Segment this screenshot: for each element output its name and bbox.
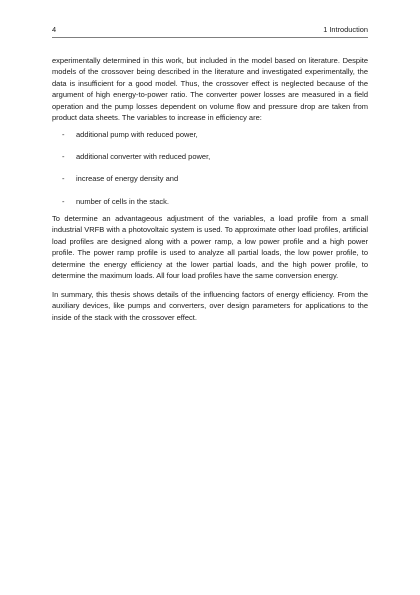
list-item: [52, 173, 368, 184]
list-item: [52, 129, 368, 140]
list-marker: -: [62, 174, 65, 184]
list-item-text: increase of energy density and: [76, 174, 179, 184]
list-item: [52, 151, 368, 162]
page-number: 4: [52, 25, 57, 34]
list-marker: -: [62, 152, 65, 161]
list-marker: -: [62, 129, 65, 139]
list-item-text: number of cells in the stack.: [76, 196, 169, 206]
chapter-title: 1 Introduction: [323, 25, 368, 34]
list-item-text: additional converter with reduced power,: [76, 152, 211, 161]
running-header: [52, 25, 368, 37]
body-text: [52, 55, 368, 323]
paragraph-3: In summary, this thesis shows details of the influencing factors of energy efficiency. From the auxiliary devices, like pumps and converters, over design parameters for applications to the inside of the stack with the crossover effect.: [52, 289, 368, 322]
header-divider: [52, 37, 368, 38]
list-marker: -: [62, 196, 65, 206]
paragraph-1: experimentally determined in this work, but included in the model based on literature. Despite models of the crossover being described in the literature and investigated experimentally, the data is insufficient for a good model. Thus, the crossover effect is neglected because of the argument of high energy-to-power ratio. The converter power losses are measured in a field operation and the pump losses dependent on volume flow and pressure drop are taken from product data sheets. The variables to increase in efficiency are:: [52, 56, 368, 123]
list-item-text: additional pump with reduced power,: [76, 129, 198, 139]
list-item: [52, 196, 368, 207]
bullet-list: [52, 129, 368, 207]
paragraph-2: To determine an advantageous adjustment of the variables, a load profile from a small industrial VRFB with a photovoltaic system is used. To approximate other load profiles, artificial load profiles are designed along with a power ramp, a low power profile and a high power profile. The power ramp profile is used to analyze all partial loads, the low power profile, to determine the energy efficiency at the lower partial loads, and the high power profile, to determine the maximum loads. All four load profiles have the same conversion energy.: [52, 214, 368, 281]
